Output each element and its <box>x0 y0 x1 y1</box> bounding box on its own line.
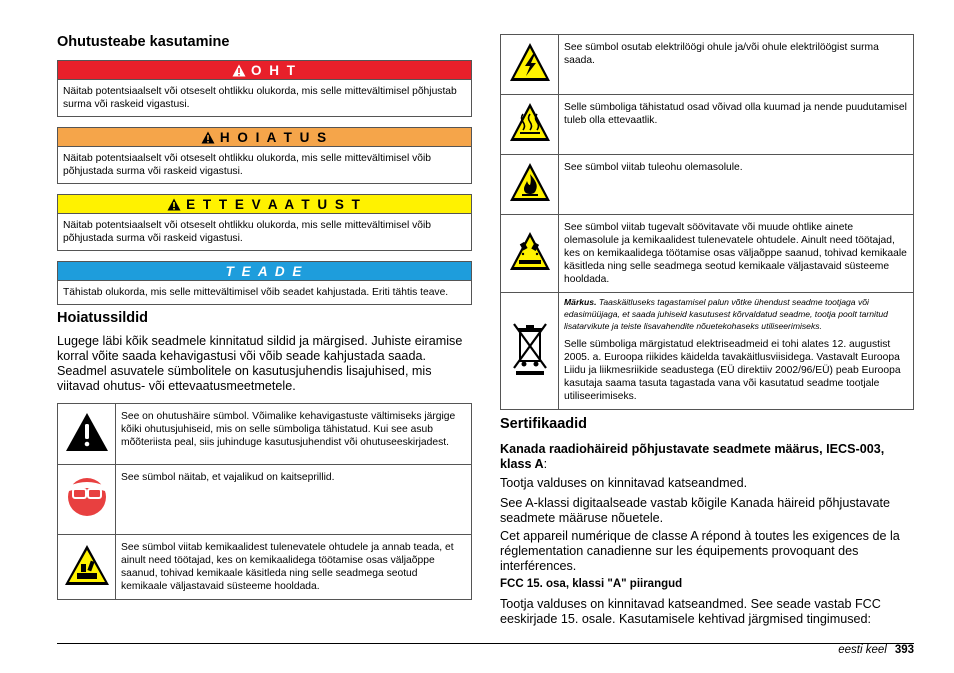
canada-paragraph-french: Cet appareil numérique de classe A répond à toutes les exigences de la réglementation canadienne sur les équipements provoquant des interférences. <box>500 529 900 573</box>
note-text: Taaskäitluseks tagastamisel palun võtke ühendust seadme tootjaga või edasimüüjaga, et saada juhiseid kasutusest kõrvaldatud seadme, tootja poolt tarnitud lisatarvikute ja teiste lisavahendite nõuetekohaseks utiliseerimiseks. <box>564 297 888 331</box>
footer-language: eesti keel <box>838 644 887 656</box>
fire-hazard-icon <box>509 162 551 202</box>
safety-glasses-icon <box>64 470 110 524</box>
weee-bin-icon <box>510 321 550 377</box>
table-row <box>501 95 914 155</box>
notice-text: Tähistab olukorda, mis selle mittevältimisel võib seadet kahjustada. Eriti tähtis teave. <box>63 287 449 298</box>
recycling-note <box>564 296 908 332</box>
warning-box <box>57 127 472 184</box>
symbol-description: See sümbol näitab, et vajalikud on kaitseprillid. <box>116 465 472 535</box>
chemical-hazard-icon <box>64 544 110 586</box>
caution-header <box>58 195 471 214</box>
warning-triangle-icon <box>167 198 181 211</box>
symbol-description: See sümbol viitab kemikaalidest tulenevatele ohtudele ja annab teada, et ainult need töötajad, kes on kemikaalidega töötamise osas väljaõppe saanud, tohivad kemikaale käsitleda ning selle seadmega seotud kemikaale väljastavaid süsteeme hooldada. <box>116 535 472 600</box>
canada-heading-colon: : <box>543 457 548 471</box>
notice-header <box>58 262 471 281</box>
symbol-description: See sümbol osutab elektrilöögi ohule ja/või ohule elektrilöögist surma saada. <box>559 35 914 95</box>
table-row <box>501 293 914 410</box>
symbol-description: Selle sümboliga tähistatud osad võivad olla kuumad ja nende puudutamisel tuleb olla ettevaatlik. <box>559 95 914 155</box>
note-label: Märkus. <box>564 297 597 307</box>
canada-paragraph-2: See A-klassi digitaalseade vastab kõigile Kanada häireid põhjustavate seadmete määruse nõuetele. <box>500 496 890 525</box>
symbol-description: Selle sümboliga märgistatud elektriseadmeid ei tohi alates 12. augustist 2005. a. Euroopa riikides käidelda tavakäitlusviisidega. Vastavalt Euroopa Liidu ja liikmesriikide seadustega (EÜ direktiiv 2002/96/EÜ) peab Euroopa kasutaja saama tasuta tagastada vana või kasutatud seadme tootjale utiliseerimiseks. <box>564 339 901 402</box>
fcc-heading: FCC 15. osa, klassi "A" piirangud <box>500 578 683 590</box>
symbol-description: See sümbol viitab tuleohu olemasolule. <box>559 155 914 215</box>
hazard-boxes <box>57 60 472 315</box>
left-symbol-table <box>57 403 472 600</box>
warning-header <box>58 128 471 147</box>
warning-labels-intro: Lugege läbi kõik seadmele kinnitatud sildid ja märgised. Juhiste eiramise korral võite saada kehavigastusi või võib seade kahjustada saada. Seadmel asuvatele sümbolitele on kasutusjuhendis lisajuhised, mis viitavad ohutus- või ettevaatusmeetmetele. <box>57 334 463 393</box>
danger-text: Näitab potentsiaalselt või otseselt ohtlikku olukorda, mis selle mittevältimisel põhjustab surma või raskeid vigastusi. <box>63 86 457 110</box>
right-symbol-table <box>500 34 914 410</box>
caution-text: Näitab potentsiaalselt või otseselt ohtlikku olukorda, mis selle mittevältimisel võib põhjustada surma või raskeid vigastusi. <box>63 220 431 244</box>
safety-info-title: Ohutusteabe kasutamine <box>57 34 230 50</box>
notice-box <box>57 261 472 305</box>
table-row <box>58 465 472 535</box>
footer-divider <box>57 643 914 644</box>
fcc-paragraph: Tootja valduses on kinnitavad katseandmed. See seade vastab FCC eeskirjade 15. osale. Kasutamisele kehtivad järgmised tingimused: <box>500 597 881 626</box>
corrosive-icon <box>509 231 551 271</box>
symbol-description: See sümbol viitab tugevalt söövitavate või muude ohtlike ainete olemasolule ja kemikaalidest tulenevatele ohtudele. Ainult need töötajad, kes on kemikaalidega töötamise osas väljaõppe saanud, tohivad kemikaale käsitleda ning selle seadmega seotud kemikaale väljastavaid süsteeme hooldada. <box>559 215 914 293</box>
page-number: 393 <box>894 644 914 656</box>
certifications-title: Sertifikaadid <box>500 416 588 432</box>
notice-label: T E A D E <box>225 263 304 279</box>
warning-text: Näitab potentsiaalselt või otseselt ohtlikku olukorda, mis selle mittevältimisel võib põhjustada surma või raskeid vigastusi. <box>63 153 431 177</box>
page-footer <box>838 643 914 656</box>
canada-heading-text: Kanada raadiohäireid põhjustavate seadmete määrus, IECS-003, klass A <box>500 442 885 471</box>
electric-shock-icon <box>509 42 551 82</box>
warning-triangle-icon <box>232 64 246 77</box>
canada-heading <box>500 442 914 472</box>
warning-labels-title: Hoiatussildid <box>57 310 149 326</box>
table-row <box>501 35 914 95</box>
danger-label: O H T <box>251 62 297 78</box>
canada-paragraph-1: Tootja valduses on kinnitavad katseandmed. <box>500 476 748 490</box>
table-row <box>58 404 472 465</box>
table-row <box>501 155 914 215</box>
danger-box <box>57 60 472 117</box>
warning-triangle-icon <box>201 131 215 144</box>
danger-header <box>58 61 471 80</box>
hot-surface-icon <box>509 102 551 142</box>
caution-label: E T T E V A A T U S T <box>186 196 362 212</box>
warning-label: H O I A T U S <box>219 129 329 145</box>
symbol-description: See on ohutushäire sümbol. Võimalike kehavigastuste vältimiseks järgige kõiki ohutusjuhiseid, mis on selle sümboliga tähistatud. Kui see asub mõõteriista peal, siis juhinduge kasutusjuhendist või ohutuseeskirjadest. <box>116 404 472 465</box>
caution-box <box>57 194 472 251</box>
safety-alert-icon <box>64 411 110 453</box>
table-row <box>58 535 472 600</box>
table-row <box>501 215 914 293</box>
